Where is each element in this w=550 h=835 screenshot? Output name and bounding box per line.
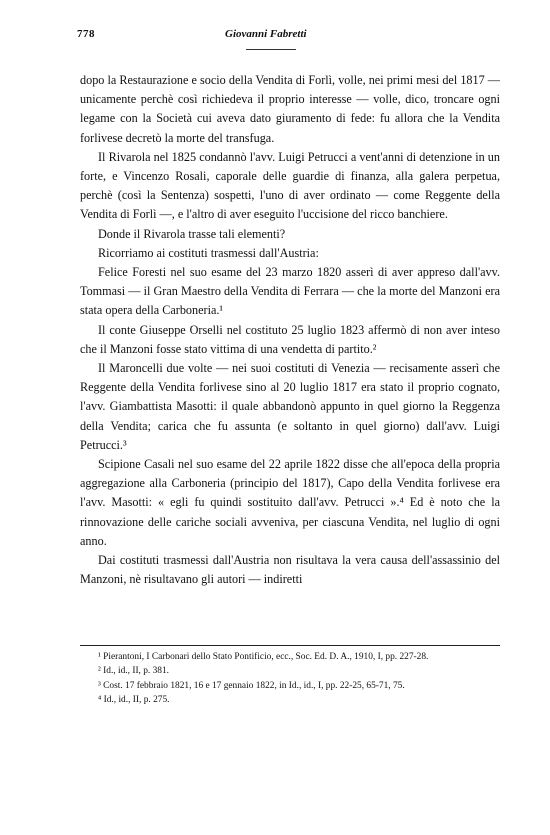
paragraph-maroncelli: Il Maroncelli due volte — nei suoi costituti di Venezia — recisamente asserì che Reggente della Vendita forlivese sino al 20 luglio 1817 era stato il proprio cognato, l'avv. Giambattista Masotti: il quale abbandonò appunto in quel giorno la Reggenza della Vendita; carica che fu assunta (e soltanto in quel giorno) dall'avv. Luigi Petrucci.³ [80, 361, 500, 452]
paragraph-continuation: dopo la Restaurazione e socio della Vendita di Forlì, volle, nei primi mesi del 1817 — unicamente perchè così richiedeva il proprio interesse — volle, dico, troncare ogni legame con la Società cui aveva dato giuramento di fede: fu allora che la Vendita forlivese decretò la morte del transfuga. [80, 73, 500, 145]
paragraph-casali: Scipione Casali nel suo esame del 22 aprile 1822 disse che all'epoca della propria aggregazione alla Carboneria (principio del 1817), Capo della Vendita forlivese era l'avv. Masotti: « egli fu quindi sostituito dall'avv. Petrucci ».⁴ Ed è noto che la rinnovazione delle cariche sociali avveniva, per ciascuna Vendita, nel luglio di ogni anno. [80, 457, 500, 548]
header-rule [246, 49, 296, 50]
paragraph-conclusion: Dai costituti trasmessi dall'Austria non risultava la vera causa dell'assassinio del Manzoni, nè risultavano gli autori — indiretti [80, 553, 500, 587]
paragraph-question: Donde il Rivarola trasse tali elementi? [98, 226, 286, 241]
body-text [80, 71, 500, 589]
footnote-4: ⁴ Id., id., II, p. 275. [98, 695, 170, 706]
footnotes [80, 650, 500, 708]
footnote-3: ³ Cost. 17 febbraio 1821, 16 e 17 gennaio 1822, in Id., id., I, pp. 22-25, 65-71, 75. [98, 680, 405, 691]
footnote-rule [80, 645, 500, 646]
footnote-1: ¹ Pierantoni, I Carbonari dello Stato Pontificio, ecc., Soc. Ed. D. A., 1910, I, pp. 227-28. [98, 652, 429, 662]
footnote-2: ² Id., id., II, p. 381. [98, 666, 170, 677]
paragraph-rivarola-sentence: Il Rivarola nel 1825 condannò l'avv. Luigi Petrucci a vent'anni di detenzione in un forte, e Vincenzo Rosali, caporale delle guardie di finanza, alla galera perpetua, perchè (così la Sentenza) sospetti, l'uno di aver ordinato — come Reggente della Vendita di Forlì —, e l'altro di aver eseguito l'uccisione del ricco banchiere. [80, 149, 500, 222]
paragraph-foresti: Felice Foresti nel suo esame del 23 marzo 1820 asserì di aver appreso dall'avv. Tommasi — il Gran Maestro della Vendita di Ferrara — che la morte del Manzoni era stata opera della Carboneria.¹ [80, 265, 500, 318]
page-number: 778 [77, 28, 95, 40]
paragraph-austria-records: Ricorriamo ai costituti trasmessi dall'Austria: [98, 245, 319, 260]
paragraph-orselli: Il conte Giuseppe Orselli nel costituto 25 luglio 1823 affermò di non aver inteso che il Manzoni fosse stato vittima di una vendetta di partito.² [80, 322, 500, 356]
running-head: Giovanni Fabretti [225, 28, 307, 40]
